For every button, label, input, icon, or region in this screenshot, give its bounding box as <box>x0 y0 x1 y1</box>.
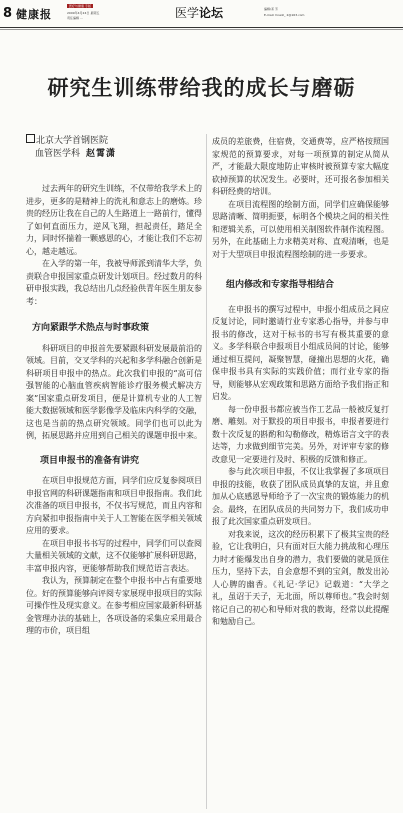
subheading: 项目申报书的准备有讲究 <box>40 455 140 466</box>
column-divider <box>206 134 207 809</box>
paragraph: 对我来说，这次的经历积累下了极其宝贵的经验，它让我明白，只有面对巨大能力挑战和心理压力时才能爆发出自身的潜力，我们要做的就是顶住压力，坚持下去，自会意想不到的宝剑，散发出沁人心脾的幽香。《礼记·学记》记载道：“大学之礼，虽诏于天子，无北面，所以尊师也。”我会时刻铭记自己的初心和导师对我的教诲，经常以此提醒和勉励自己。 <box>212 529 389 626</box>
paragraph: 我认为，预算制定在整个申报书中占有重要地位。好的预算能够向评阅专家展现申报项目的实际可操作性及现实意义。在参考相应国家最新科研基金管理办法的基础上，各项设备的采集应采用最合理的市价，项目组 <box>26 576 202 635</box>
author-name: 赵霄潇 <box>86 149 117 159</box>
section-title-main: 医学 <box>175 6 200 20</box>
masthead-rule-thin <box>0 29 403 30</box>
contact-email: E-mail: hnwzl_ 2@163.com <box>264 13 305 17</box>
section-title-bold: 论坛 <box>199 6 224 20</box>
subheading: 组内修改和专家指导相结合 <box>226 280 335 290</box>
section-title <box>175 4 223 21</box>
paragraph: 在项目申报规范方面，同学们应反复参阅项目申报官网的科研课题指南和项目申报指南。我们此次准备的项目申报书，不仅书写规范，而且内容和方向紧扣申报指南中关于人工智能在医学相关领域应用的要求。 <box>26 476 202 535</box>
paragraph: 参与此次项目申报，不仅让我掌握了多项项目申报的技能，收获了团队成员真挚的友谊，并且愈加从心底感恩导师给予了一次宝贵的锻炼能力的机会。最终，在团队成员的共同努力下，我们成功申报了此次国家重点研发项目。 <box>212 467 389 526</box>
date-line: 2009年4月24日 星期五 <box>67 11 100 15</box>
page-number: 8 <box>3 6 13 21</box>
paragraph: 成员的差旅费，住宿费，交通费等，应严格按照国家规范的预算要求，对每一项预算的制定从简从严，才能最大限度地防止审核时被预算专家大幅度砍掉预算的状况发生。必要时，还可报名参加相关科研经费的培训。 <box>212 137 389 196</box>
affiliation-department: 血管医学科 <box>35 149 81 159</box>
paper-name: 健康报 <box>16 8 52 21</box>
paragraph: 在入学的第一年，我被导师派到清华大学，负责联合申报国家重点研发计划项目。经过数月的科研申报实践，我总结出几点经验供青年医生朋友参考： <box>26 259 202 306</box>
byline-line-2 <box>26 148 202 161</box>
section-editor: 编辑/邓 芳 <box>264 7 278 11</box>
right-column <box>212 136 389 629</box>
byline <box>26 134 202 161</box>
paragraph: 在项目流程图的绘制方面，同学们应确保能够思路清晰、简明扼要，标明各个模块之间的相关性和逻辑关系，可以使用相关制图软件制作流程图。另外，在此基础上力求精美对称、直观清晰，也是对于大型项目申报流程图绘制的进一步要求。 <box>212 199 389 259</box>
paragraph: 在项目申报书书写的过程中，同学们可以查阅大量相关领域的文献，这不仅能够扩展科研思路，丰富申报内容，更能够帮助我们规范语言表达。 <box>26 538 202 573</box>
subheading: 方向紧跟学术热点与时事政策 <box>32 323 150 333</box>
paragraph: 每一份申报书都应被当作工艺品一般被反复打磨、雕刻。对于默投的项目申报书，申报者要进行数十次反复的斟酌和勾勒修改，精炼语言文字的表达等，力求做到细节完美。另外，对评审专家的修改意见一定要进行及时、积极的反馈和修正。 <box>212 404 389 464</box>
masthead <box>0 0 403 30</box>
paragraph: 在申报书的撰写过程中，申报小组成员之间应反复讨论，同时邀请行业专家悉心指导，并参与申报书的修改，这对于标书的书写有极其重要的意义。多学科联合申报项目小组成员间的讨论，能够通过相互提问，凝聚智慧，碰撞出思想的火花，确保申报书具有实际的实践价值；而行业专家的指导，则能够从宏观政策和思路方面给予我们指正和启发。 <box>212 304 389 401</box>
paragraph: 过去两年的研究生训练，不仅带给我学术上的进步，更多的是精神上的洗礼和意志上的磨炼。珍贵的经历让我在自己的人生路道上一路前行，懂得了如何直面压力，逆风飞翔，担起责任，踏足全力，同时怀揣着一颗感恩的心，才能让我们不忘初心，越走越远。 <box>26 184 202 256</box>
article-headline: 研究生训练带给我的成长与磨砺 <box>47 76 356 100</box>
box-icon <box>26 134 35 143</box>
affiliation-hospital: 北京大学首钢医院 <box>36 136 109 146</box>
paragraph: 科研项目的申报首先要紧跟科研发展最前沿的领域。目前，交叉学科的兴起和多学科融合创新是科研项目申报中的热点。此次我们申报的“高可信强智能的心脑血管疾病智能诊疗服务模式解决方案”国家重点研发项目，便是计算机专业的人工智能大数据领域和医学影像学及临床内科学的交融，这也是当前的热点研究领域。同学们也可以此为例，拓展思路并应用到自己相关的课题申报中来。 <box>26 343 202 440</box>
left-column <box>26 134 202 638</box>
masthead-rule <box>0 27 403 28</box>
edition-badge: 医疗与健康 专版 <box>69 4 91 8</box>
editor-line: 责任编辑 ... <box>67 16 83 20</box>
byline-line-1 <box>26 134 202 148</box>
